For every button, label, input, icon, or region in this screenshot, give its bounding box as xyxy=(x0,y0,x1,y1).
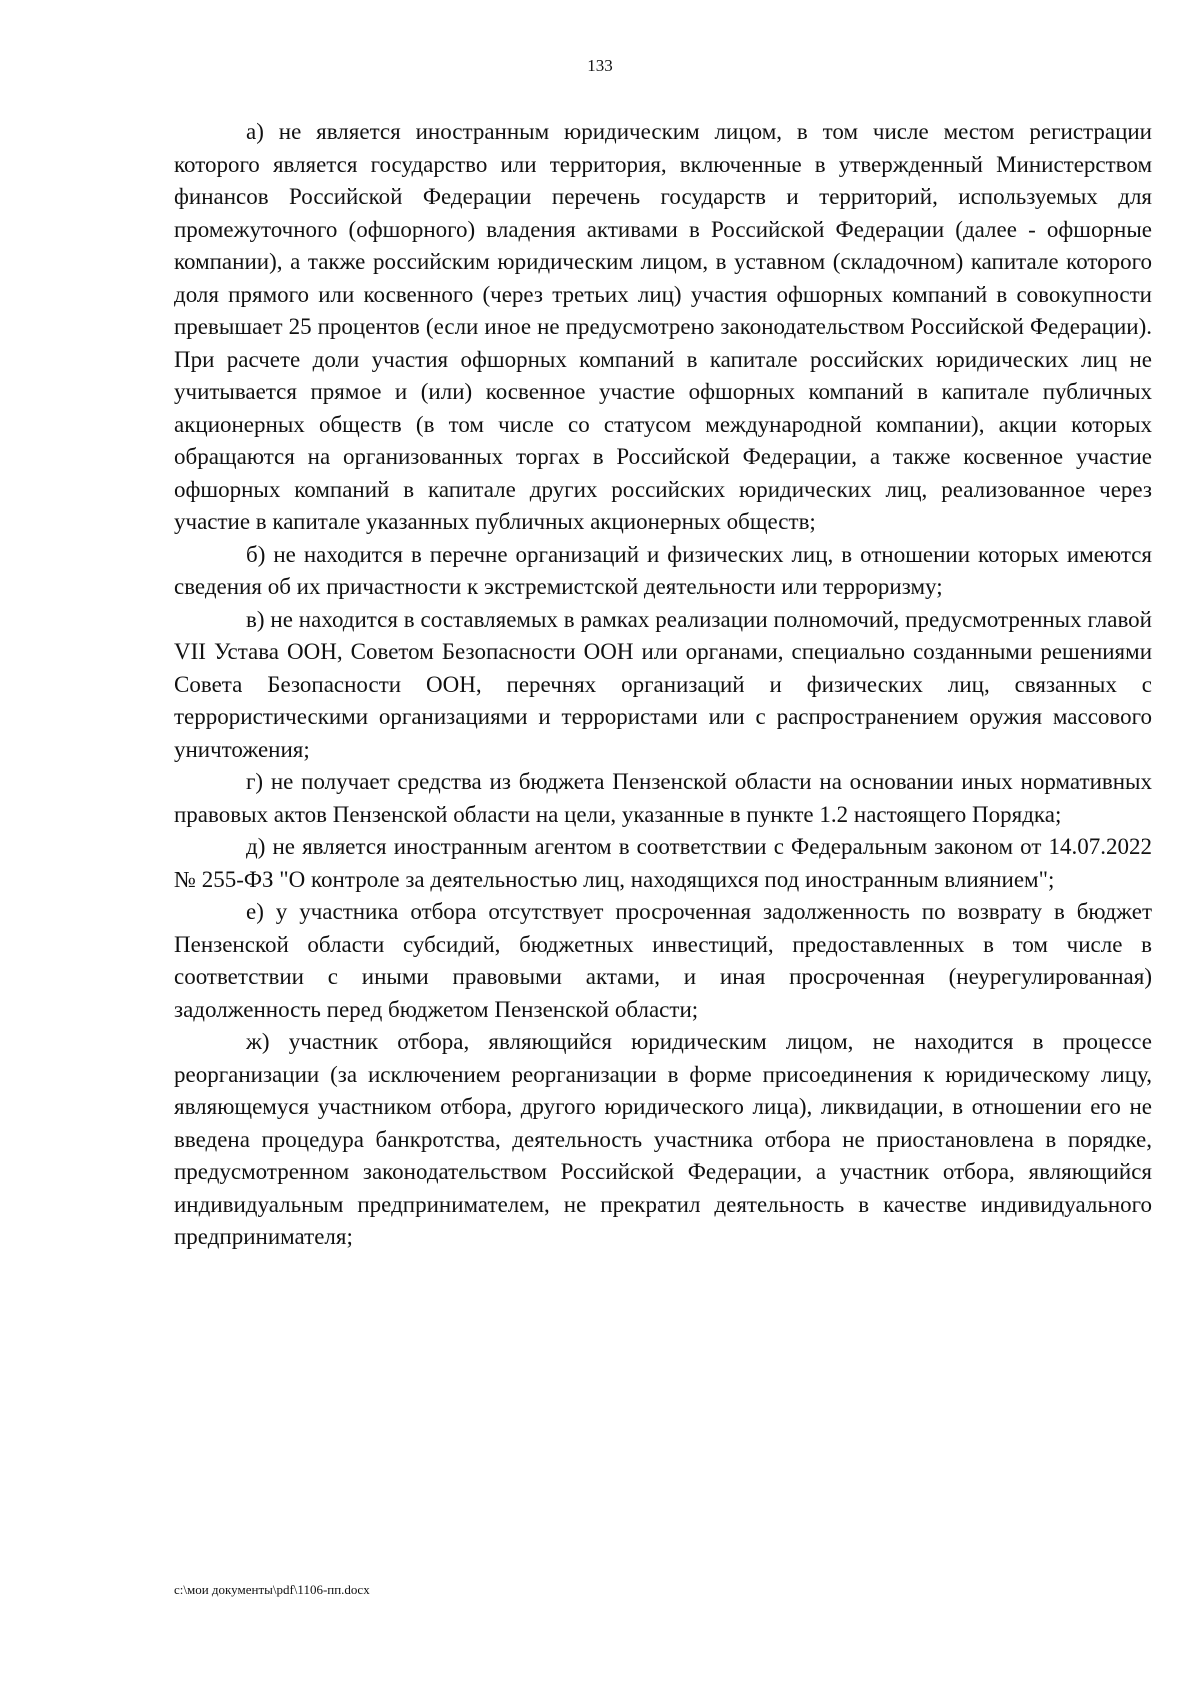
paragraph-d: д) не является иностранным агентом в соответствии с Федеральным законом от 14.07.2022 № 255-ФЗ "О контроле за деятельностью лиц, находящихся под иностранным влиянием"; xyxy=(174,834,1152,892)
paragraph-a: а) не является иностранным юридическим лицом, в том числе местом регистрации которого является государство или территория, включенные в утвержденный Министерством финансов Российской Федерации перечень государств и территорий, используемых для промежуточного (офшорного) владения активами в Российской Федерации (далее - офшорные компании), а также российским юридическим лицом, в уставном (складочном) капитале которого доля прямого или косвенного (через третьих лиц) участия офшорных компаний в совокупности превышает 25 процентов (если иное не предусмотрено законодательством Российской Федерации). При расчете доли участия офшорных компаний в капитале российских юридических лиц не учитывается прямое и (или) косвенное участие офшорных компаний в капитале публичных акционерных обществ (в том числе со статусом международной компании), акции которых обращаются на организованных торгах в Российской Федерации, а также косвенное участие офшорных компаний в капитале других российских юридических лиц, реализованное через участие в капитале указанных публичных акционерных обществ; xyxy=(174,119,1152,534)
paragraph-v: в) не находится в составляемых в рамках реализации полномочий, предусмотренных главой VII Устава ООН, Советом Безопасности ООН или органами, специально созданными решениями Совета Безопасности ООН, перечнях организаций и физических лиц, связанных с террористическими организациями и террористами или с распространением оружия массового уничтожения; xyxy=(174,606,1152,762)
paragraph-b: б) не находится в перечне организаций и физических лиц, в отношении которых имеются сведения об их причастности к экстремистской деятельности или терроризму; xyxy=(174,541,1152,599)
paragraph-zh: ж) участник отбора, являющийся юридическим лицом, не находится в процессе реорганизации (за исключением реорганизации в форме присоединения к юридическому лицу, являющемуся участником отбора, другого юридического лица), ликвидации, в отношении его не введена процедура банкротства, деятельность участника отбора не приостановлена в порядке, предусмотренном законодательством Российской Федерации, а участник отбора, являющийся индивидуальным предпринимателем, не прекратил деятельность в качестве индивидуального предпринимателя; xyxy=(174,1029,1152,1249)
paragraph-e: е) у участника отбора отсутствует просроченная задолженность по возврату в бюджет Пензенской области субсидий, бюджетных инвестиций, предоставленных в том числе в соответствии с иными правовыми актами, и иная просроченная (неурегулированная) задолженность перед бюджетом Пензенской области; xyxy=(174,899,1152,1022)
document-body xyxy=(174,116,1152,1254)
paragraph-g: г) не получает средства из бюджета Пензенской области на основании иных нормативных правовых актов Пензенской области на цели, указанные в пункте 1.2 настоящего Порядка; xyxy=(174,769,1152,827)
page-number: 133 xyxy=(587,56,613,75)
footer-file-path: c:\мои документы\pdf\1106-пп.docx xyxy=(174,1582,370,1597)
